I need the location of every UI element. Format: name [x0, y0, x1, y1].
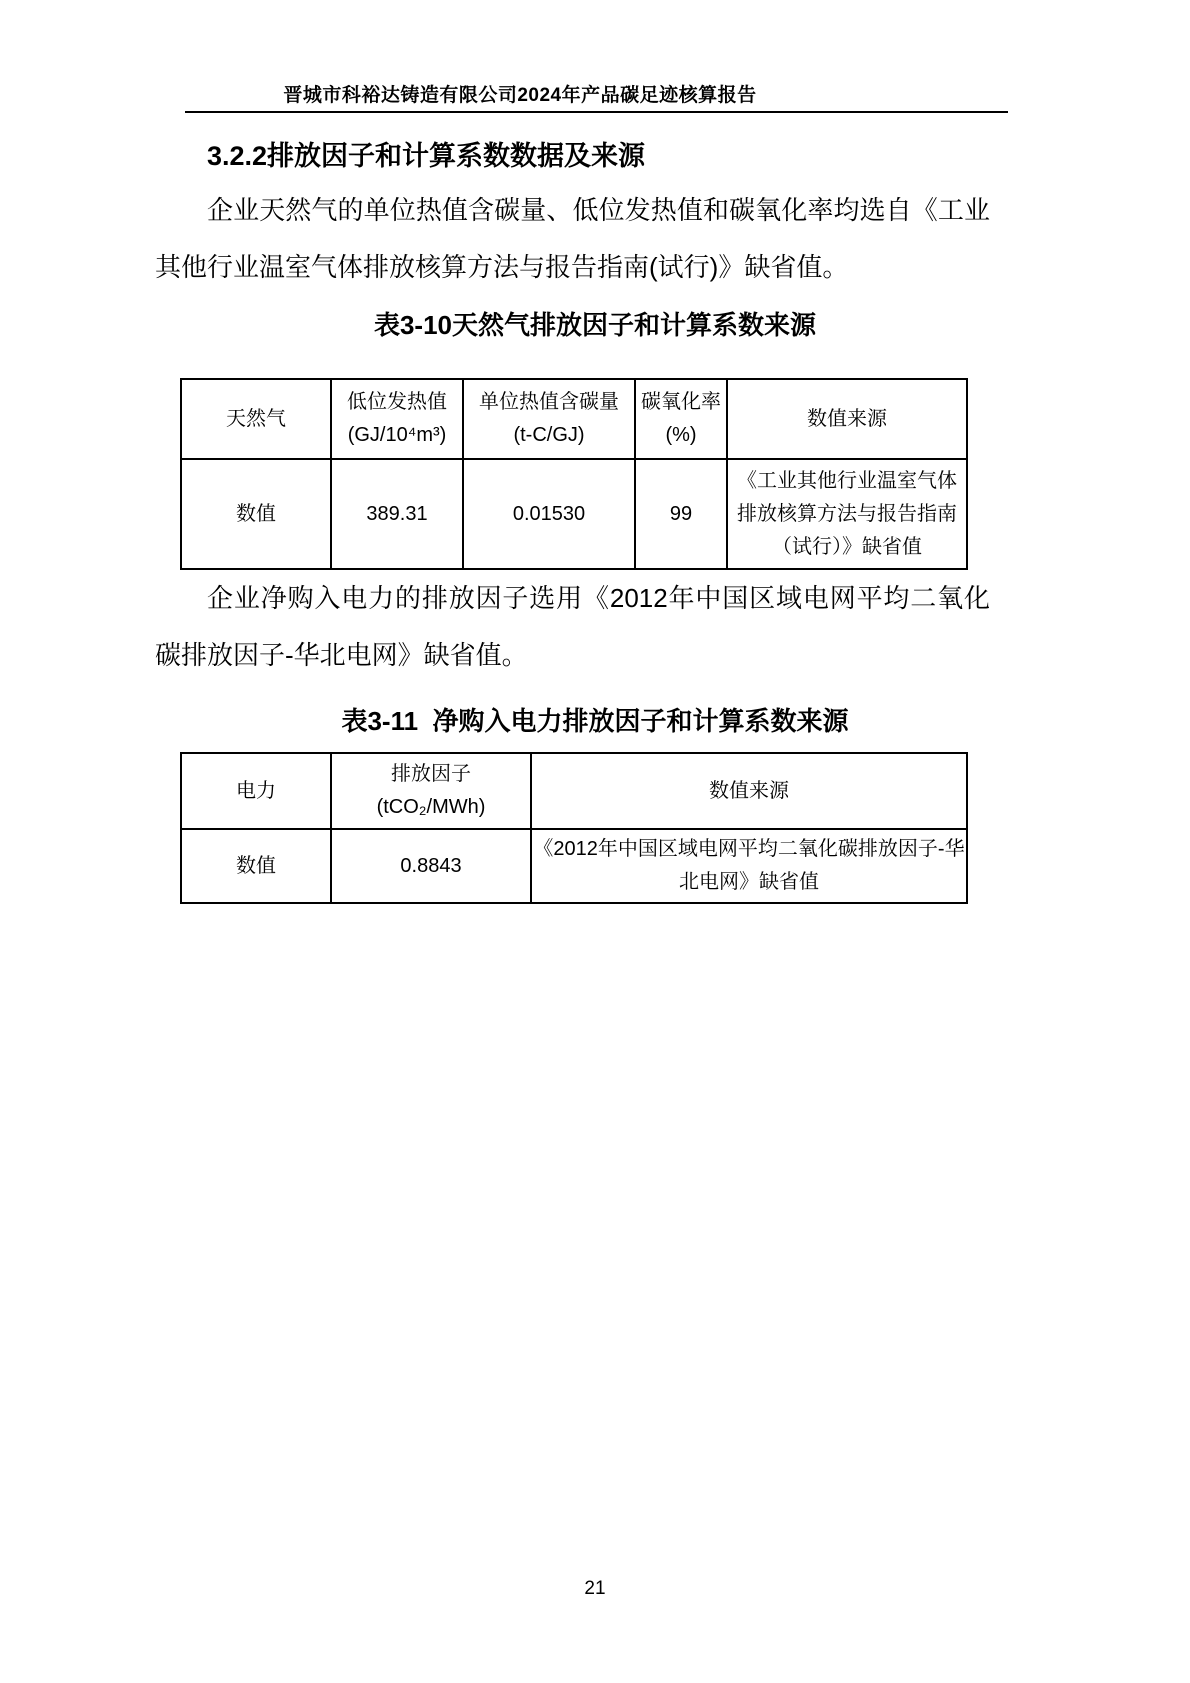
source-line: 《2012年中国区域电网平均二氧化碳排放因子-华 — [533, 838, 965, 860]
table-3-10-source-value — [727, 459, 967, 569]
table-3-10-header-row — [181, 379, 967, 459]
table-3-10-header-ncv — [331, 379, 463, 459]
table-3-10-header-carbon-content — [463, 379, 635, 459]
header-label: 碳氧化率 — [641, 391, 721, 413]
table-3-11-header-power — [181, 753, 331, 829]
header-label: 天然气 — [226, 407, 286, 430]
table-3-11-row-label: 数值 — [181, 829, 331, 903]
page-number: 21 — [584, 1578, 606, 1599]
header-label: 数值来源 — [807, 407, 887, 430]
paragraph-natural-gas: 企业天然气的单位热值含碳量、低位发热值和碳氧化率均选自《工业其他行业温室气体排放核算方法与报告指南(试行)》缺省值。 — [155, 195, 990, 282]
paragraph-electricity: 企业净购入电力的排放因子选用《2012年中国区域电网平均二氧化碳排放因子-华北电网》缺省值。 — [155, 583, 990, 670]
table-3-10-row-label: 数值 — [181, 459, 331, 569]
table-3-11-header-source — [531, 753, 967, 829]
table-3-10 — [180, 378, 968, 570]
header-unit: (%) — [665, 424, 697, 446]
header-label: 排放因子 — [391, 763, 471, 785]
table-3-10-header-source — [727, 379, 967, 459]
table-3-11 — [180, 752, 968, 904]
table-3-10-oxidation-rate-value: 99 — [635, 459, 727, 569]
header-label: 电力 — [236, 779, 276, 802]
table-3-10-title: 表3-10天然气排放因子和计算系数来源 — [373, 310, 817, 340]
header-unit: (GJ/10⁴m³) — [347, 424, 447, 446]
table-3-11-header-emission-factor — [331, 753, 531, 829]
table-3-11-header-row — [181, 753, 967, 829]
table-3-10-header-oxidation-rate — [635, 379, 727, 459]
section-heading: 3.2.2排放因子和计算系数数据及来源 — [207, 141, 646, 171]
source-line: 《工业其他行业温室气体 — [737, 469, 957, 492]
table-3-10-data-row — [181, 459, 967, 569]
table-3-11-ef-value: 0.8843 — [331, 829, 531, 903]
table-3-10-header-gas — [181, 379, 331, 459]
table-3-11-source-value — [531, 829, 967, 903]
source-line: 排放核算方法与报告指南 — [737, 502, 957, 525]
header-label: 单位热值含碳量 — [479, 391, 619, 413]
table-3-10-ncv-value: 389.31 — [331, 459, 463, 569]
source-line: 北电网》缺省值 — [679, 871, 819, 893]
header-label: 数值来源 — [709, 779, 789, 802]
document-header-title: 晋城市科裕达铸造有限公司2024年产品碳足迹核算报告 — [283, 85, 757, 106]
header-unit: (tCO₂/MWh) — [376, 796, 486, 818]
header-unit: (t-C/GJ) — [513, 424, 585, 446]
table-3-10-carbon-content-value: 0.01530 — [463, 459, 635, 569]
header-divider — [185, 111, 1008, 113]
source-line: （试行）》缺省值 — [772, 535, 922, 558]
table-3-11-data-row — [181, 829, 967, 903]
table-3-11-title: 表3-11 净购入电力排放因子和计算系数来源 — [341, 706, 849, 736]
header-label: 低位发热值 — [347, 391, 447, 413]
